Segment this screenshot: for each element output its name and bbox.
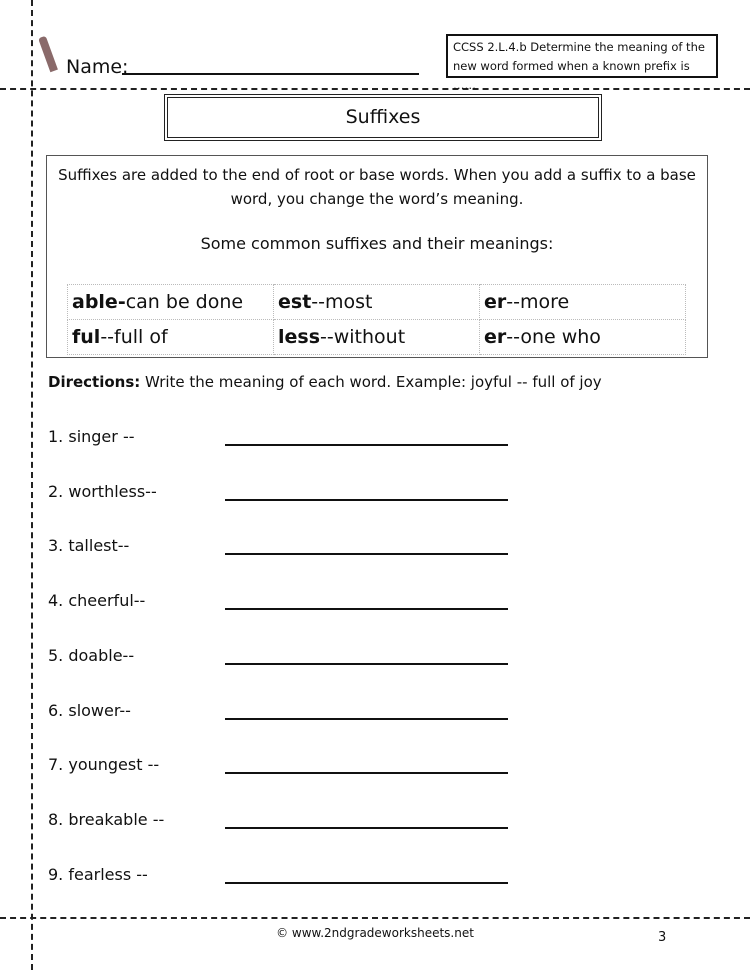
cut-line-vertical: [31, 0, 33, 970]
info-box: [46, 155, 708, 358]
question-word: 8. breakable --: [48, 809, 165, 829]
intro-text: Suffixes are added to the end of root or base words. When you add a suffix to a base word, you change the word’s meaning.: [58, 166, 696, 208]
suffix-cell: [68, 320, 274, 355]
cut-line-bottom: [0, 917, 750, 919]
name-label: Name:: [66, 56, 129, 78]
cut-line-top: [0, 88, 750, 90]
question-word: 5. doable--: [48, 645, 135, 665]
question-word: 9. fearless --: [48, 864, 148, 884]
suffix-cell: [68, 285, 274, 320]
question-word: 3. tallest--: [48, 536, 130, 556]
answer-line[interactable]: [225, 718, 508, 720]
directions: [48, 373, 602, 391]
suffix: est: [278, 291, 312, 313]
question-word: 2. worthless--: [48, 481, 157, 501]
pencil-icon: [38, 36, 58, 73]
answer-line[interactable]: [225, 827, 508, 829]
page-number: 3: [658, 930, 667, 945]
suffix: er: [484, 326, 507, 348]
suffix-meaning: --full of: [100, 326, 168, 348]
suffix-cell: [274, 320, 480, 355]
directions-label: Directions:: [48, 373, 141, 391]
page-title: Suffixes: [164, 94, 602, 141]
standard-box: CCSS 2.L.4.b Determine the meaning of the new word formed when a known prefix is ……: [446, 34, 718, 78]
suffix: ful: [72, 326, 101, 348]
suffix-cell: [480, 320, 686, 355]
question-word: 7. youngest --: [48, 755, 160, 775]
suffix-table: [67, 284, 686, 355]
answer-line[interactable]: [225, 882, 508, 884]
answer-line[interactable]: [225, 444, 508, 446]
suffix: less: [278, 326, 321, 348]
suffix-meaning: --one who: [506, 326, 601, 348]
name-field[interactable]: [122, 73, 419, 75]
question-word: 6. slower--: [48, 700, 131, 720]
suffix-meaning: --without: [320, 326, 406, 348]
suffix: er: [484, 291, 507, 313]
suffix-row: [68, 285, 686, 320]
question-word: 4. cheerful--: [48, 591, 146, 611]
answer-line[interactable]: [225, 499, 508, 501]
answer-line[interactable]: [225, 553, 508, 555]
suffix: able-: [72, 291, 126, 313]
directions-text: Write the meaning of each word. Example: joyful -- full of joy: [140, 373, 602, 391]
suffix-meaning: --more: [506, 291, 570, 313]
suffix-subheading: Some common suffixes and their meanings:: [200, 234, 554, 253]
suffix-meaning: can be done: [125, 291, 244, 313]
suffix-row: [68, 320, 686, 355]
answer-line[interactable]: [225, 663, 508, 665]
answer-line[interactable]: [225, 772, 508, 774]
copyright: © www.2ndgradeworksheets.net: [276, 926, 474, 940]
suffix-meaning: --most: [311, 291, 373, 313]
suffix-cell: [274, 285, 480, 320]
question-word: 1. singer --: [48, 427, 135, 446]
suffix-cell: [480, 285, 686, 320]
answer-line[interactable]: [225, 608, 508, 610]
